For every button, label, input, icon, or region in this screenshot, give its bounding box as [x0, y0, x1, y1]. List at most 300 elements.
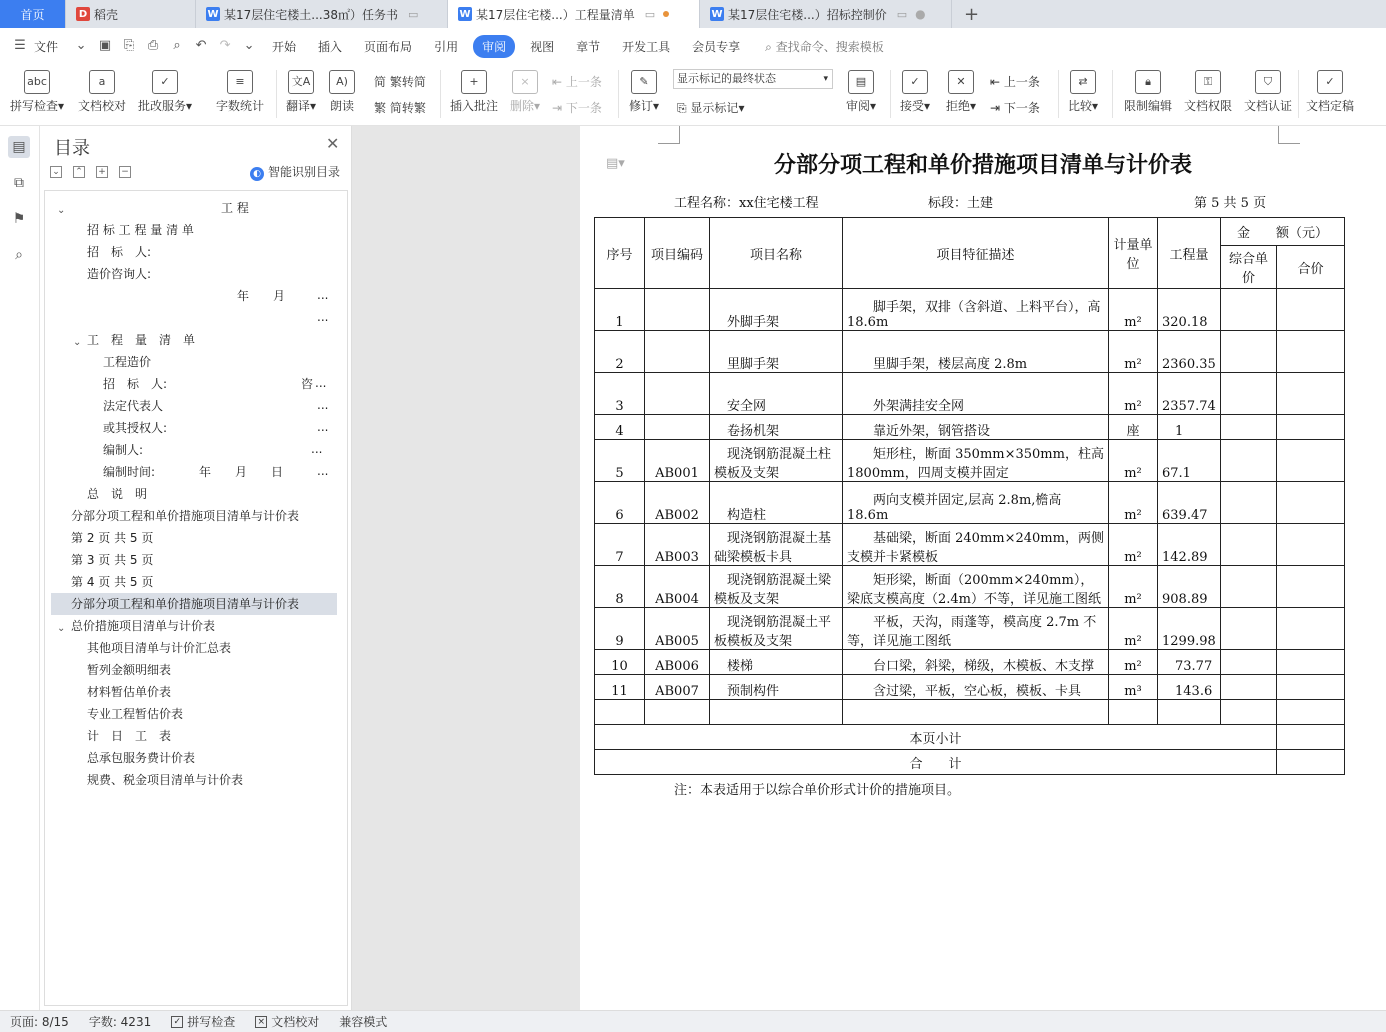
status-spell-label: 拼写检查: [187, 1015, 236, 1029]
toc-item[interactable]: 工程造价: [103, 355, 152, 369]
revise-label: 修订: [628, 99, 653, 113]
bill-table: [594, 217, 1345, 775]
trad-to-simp-button[interactable]: [374, 73, 426, 90]
menu-start[interactable]: 开始: [272, 39, 297, 54]
shield-icon: ⛉: [1255, 70, 1281, 94]
finalize-button[interactable]: [1302, 70, 1358, 114]
new-tab-icon[interactable]: +: [964, 3, 980, 25]
status-page[interactable]: 页面: 8/15: [10, 1015, 69, 1029]
toc-item[interactable]: 招 标 人:: [103, 377, 168, 391]
tab-bill-doc[interactable]: [448, 0, 700, 28]
cell-desc: 脚手架，双排（含斜道、上料平台），高 18.6m: [843, 289, 1109, 331]
compare-button[interactable]: ⇄ 比较▾: [1064, 70, 1102, 114]
cell-name: 构造柱: [710, 482, 843, 524]
ribbon-divider: [440, 70, 441, 118]
toc-item[interactable]: 第 2 页 共 5 页: [71, 531, 154, 545]
cell-name: 现浇钢筋混凝土柱模板及支架: [710, 440, 843, 482]
cell-desc: 平板，天沟，雨蓬等，模高度 2.7m 不等，详见施工图纸: [843, 608, 1109, 650]
cell-desc: 含过梁，平板，空心板，模板、卡具: [843, 675, 1109, 700]
redo-icon[interactable]: ↷: [219, 38, 231, 53]
cell-unit-price: [1221, 650, 1277, 675]
cell-seq: 4: [595, 415, 645, 440]
empty-cell: [710, 700, 843, 725]
menu-review[interactable]: 审阅: [473, 35, 515, 58]
word-doc-icon: W: [711, 8, 723, 20]
status-spell[interactable]: [161, 1013, 245, 1030]
daoke-icon: D: [76, 7, 90, 21]
cell-unit-price: [1221, 482, 1277, 524]
toc-item[interactable]: 其他项目清单与计价汇总表: [87, 641, 232, 655]
more-icon: ...: [317, 398, 329, 412]
toc-item[interactable]: 暂列金额明细表: [87, 663, 172, 677]
project-section: 标段：土建: [928, 196, 994, 211]
read-aloud-label: 朗读: [329, 99, 354, 113]
next-icon: ⇥: [990, 101, 1004, 115]
tab-task-doc[interactable]: [196, 0, 448, 28]
page-indicator: 第 5 共 5 页: [1194, 196, 1267, 211]
table-row: [595, 482, 1345, 524]
header-amount: 金 额（元）: [1221, 218, 1345, 246]
prev-comment-label: 上一条: [565, 75, 602, 89]
word-doc-icon: W: [459, 8, 471, 20]
reject-button[interactable]: ✕ 拒绝▾: [942, 70, 980, 114]
toc-item[interactable]: 年 月: [237, 289, 286, 303]
toc-item[interactable]: 法定代表人: [103, 399, 164, 413]
empty-cell: [843, 700, 1109, 725]
chevron-down-icon: ▾: [823, 74, 828, 84]
subtotal-label: 本页小计: [595, 725, 1277, 750]
menu-devtools[interactable]: 开发工具: [622, 39, 671, 54]
toc-item[interactable]: 工 程 量 清 单: [87, 333, 196, 347]
empty-cell: [1221, 700, 1277, 725]
menu-view[interactable]: 视图: [530, 39, 555, 54]
finalize-label: 文档定稿: [1305, 99, 1354, 113]
ribbon-divider: [276, 70, 277, 118]
cell-code: [645, 415, 710, 440]
empty-cell: [1158, 700, 1221, 725]
revise-button[interactable]: ✎ 修订▾: [624, 70, 664, 114]
display-mode-value: 显示标记的最终状态: [677, 72, 776, 85]
delete-comment-label: 删除: [509, 99, 534, 113]
document-title: 分部分项工程和单价措施项目清单与计价表: [773, 152, 1192, 178]
show-marks-label: 显示标记: [690, 101, 739, 115]
cell-seq: 8: [595, 566, 645, 608]
tab-home[interactable]: [0, 0, 66, 28]
cell-seq: 10: [595, 650, 645, 675]
cell-seq: 5: [595, 440, 645, 482]
cell-total: [1277, 608, 1345, 650]
comment-delete-icon: ×: [512, 70, 538, 94]
cell-unit-price: [1221, 373, 1277, 415]
more-icon[interactable]: ⌄: [243, 38, 255, 53]
toc-item[interactable]: 材料暂估单价表: [87, 685, 172, 699]
cell-total: [1277, 331, 1345, 373]
review-pane-button[interactable]: ▤ 审阅▾: [842, 70, 880, 114]
header-qty: 工程量: [1158, 218, 1221, 289]
simp-to-trad-button[interactable]: [374, 99, 426, 116]
cell-code: AB004: [645, 566, 710, 608]
hamburger-icon[interactable]: ☰: [14, 38, 26, 53]
accept-button[interactable]: ✓ 接受▾: [896, 70, 934, 114]
cell-qty: 2360.35: [1158, 331, 1221, 373]
reject-icon: ✕: [948, 70, 974, 94]
prev-icon: ⇤: [552, 75, 566, 89]
status-bar: [0, 1010, 1386, 1032]
doc-permission-label: 文档权限: [1183, 99, 1232, 113]
more-icon: ...: [315, 376, 327, 390]
chevron-down-icon[interactable]: ⌄: [75, 38, 87, 53]
tab-control-price-label: 某17层住宅楼...）招标控制价: [728, 7, 887, 22]
table-row: [595, 373, 1345, 415]
prev-comment-button[interactable]: [552, 73, 602, 90]
restrict-edit-button[interactable]: [1120, 70, 1176, 114]
cell-unit: m²: [1109, 289, 1158, 331]
cell-desc: 台口梁，斜梁，梯级，木模板、木支撑: [843, 650, 1109, 675]
empty-cell: [595, 700, 645, 725]
table-note: 注：本表适用于以综合单价形式计价的措施项目。: [674, 783, 961, 798]
batch-service-icon: ✓: [152, 70, 178, 94]
command-search-label: 查找命令、搜索模板: [775, 39, 884, 54]
toc-item[interactable]: 或其授权人:: [103, 421, 168, 435]
table-row: [595, 415, 1345, 440]
prev-change-button[interactable]: [990, 73, 1040, 90]
doc-cert-button[interactable]: [1240, 70, 1296, 114]
toc-panel-icon[interactable]: ▤: [8, 136, 30, 158]
empty-cell: [645, 700, 710, 725]
header-desc: 项目特征描述: [843, 218, 1109, 289]
cell-name: 楼梯: [710, 650, 843, 675]
toc-item[interactable]: 规费、税金项目清单与计价表: [87, 773, 244, 787]
monitor-icon: ▭: [644, 7, 656, 21]
table-row: [595, 650, 1345, 675]
checkbox-icon: ✓: [171, 1016, 183, 1028]
toc-item[interactable]: 编制人:: [103, 443, 144, 457]
cell-qty: 1299.98: [1158, 608, 1221, 650]
toc-item-selected[interactable]: 分部分项工程和单价措施项目清单与计价表: [51, 593, 337, 615]
cell-unit-price: [1221, 675, 1277, 700]
cell-total: [1277, 373, 1345, 415]
save-icon[interactable]: ▣: [98, 38, 112, 53]
add-level-icon[interactable]: +: [96, 166, 108, 178]
smart-toc-icon: ◐: [250, 167, 264, 181]
read-aloud-icon: A): [329, 70, 355, 94]
toc-item[interactable]: 第 3 页 共 5 页: [71, 553, 154, 567]
close-icon[interactable]: ✕: [326, 134, 340, 153]
export-icon[interactable]: ⎘: [123, 38, 135, 53]
show-marks-button[interactable]: ⎘ 显示标记▾: [677, 101, 745, 115]
menu-insert[interactable]: 插入: [318, 39, 343, 54]
cell-seq: 2: [595, 331, 645, 373]
toc-title: 目录: [54, 138, 90, 159]
doc-proof-label: 文档校对: [77, 99, 126, 113]
subtotal-value: [1277, 725, 1345, 750]
tab-bill-doc-label: 某17层住宅楼...）工程量清单: [476, 7, 635, 22]
cell-unit: m²: [1109, 524, 1158, 566]
status-proof[interactable]: [245, 1013, 329, 1030]
ribbon-divider: [890, 70, 891, 118]
cell-unit: m²: [1109, 566, 1158, 608]
translate-label: 翻译: [285, 99, 310, 113]
next-comment-label: 下一条: [565, 101, 602, 115]
tab-control-price[interactable]: [700, 0, 952, 28]
document-canvas[interactable]: [352, 126, 1386, 1010]
cell-total: [1277, 650, 1345, 675]
navigation-icon[interactable]: ⧉: [14, 175, 24, 191]
table-row: [595, 331, 1345, 373]
total-value: [1277, 750, 1345, 775]
cell-total: [1277, 482, 1345, 524]
toc-item[interactable]: 招 标 工 程 量 清 单: [87, 223, 194, 237]
cell-code: [645, 289, 710, 331]
compare-label: 比较: [1067, 99, 1092, 113]
cell-total: [1277, 675, 1345, 700]
cell-name: 里脚手架: [710, 331, 843, 373]
cell-unit-price: [1221, 440, 1277, 482]
table-row: [595, 524, 1345, 566]
restrict-edit-label: 限制编辑: [1123, 99, 1172, 113]
ribbon-divider: [618, 70, 619, 118]
finalize-icon: ✓: [1317, 70, 1343, 94]
toc-item[interactable]: 第 4 页 共 5 页: [71, 575, 154, 589]
search-icon: ⌕: [765, 39, 776, 54]
close-tab-icon[interactable]: ●: [915, 7, 926, 21]
cell-unit: m²: [1109, 650, 1158, 675]
translate-button[interactable]: 文A 翻译▾: [282, 70, 320, 114]
cell-name: 安全网: [710, 373, 843, 415]
cell-total: [1277, 566, 1345, 608]
cell-seq: 3: [595, 373, 645, 415]
trad-to-simp-label: 繁转简: [389, 75, 426, 89]
delete-comment-button[interactable]: × 删除▾: [506, 70, 544, 114]
spell-check-label: 拼写检查: [9, 99, 58, 113]
cell-qty: 143.6: [1158, 675, 1221, 700]
cell-code: [645, 373, 710, 415]
toc-item[interactable]: 咨: [301, 377, 314, 391]
lock-icon: 🔒︎: [1135, 70, 1161, 94]
menu-layout[interactable]: 页面布局: [364, 39, 413, 54]
table-row: [595, 700, 1345, 725]
prev-icon: ⇤: [990, 75, 1004, 89]
menu-member[interactable]: 会员专享: [692, 39, 741, 54]
revise-icon: ✎: [631, 70, 657, 94]
left-icon-strip: [0, 126, 40, 1010]
tab-bar: [0, 0, 1386, 28]
command-search[interactable]: [765, 38, 884, 55]
accept-icon: ✓: [902, 70, 928, 94]
chevron-down-icon[interactable]: ⌄: [73, 337, 82, 348]
cell-qty: 1: [1158, 415, 1221, 440]
header-name: 项目名称: [710, 218, 843, 289]
cell-desc: 矩形柱，断面 350mm×350mm，柱高 1800mm，四周支模并固定: [843, 440, 1109, 482]
comment-plus-icon: +: [461, 70, 487, 94]
ribbon-divider: [1112, 70, 1113, 118]
empty-cell: [1109, 700, 1158, 725]
bookmark-icon[interactable]: ⚑: [12, 211, 26, 227]
toc-item[interactable]: 计 日 工 表: [87, 729, 172, 743]
toc-item[interactable]: 编制时间:: [103, 465, 156, 479]
cell-qty: 67.1: [1158, 440, 1221, 482]
cell-unit: 座: [1109, 415, 1158, 440]
word-count-button[interactable]: [212, 70, 268, 114]
cell-code: [645, 331, 710, 373]
cell-qty: 142.89: [1158, 524, 1221, 566]
monitor-icon: ▭: [896, 7, 908, 21]
cell-qty: 908.89: [1158, 566, 1221, 608]
toc-item[interactable]: 总承包服务费计价表: [87, 751, 196, 765]
smart-toc-label: 智能识别目录: [268, 165, 341, 179]
cell-name: 预制构件: [710, 675, 843, 700]
status-words[interactable]: 字数: 4231: [88, 1015, 152, 1029]
toc-item[interactable]: 总 说 明: [87, 487, 148, 501]
doc-cert-label: 文档认证: [1243, 99, 1292, 113]
insert-comment-button[interactable]: [448, 70, 500, 114]
cell-desc: 矩形梁，断面（200mm×240mm），梁底支模高度（2.4m）不等，详见施工图纸: [843, 566, 1109, 608]
print-preview-icon[interactable]: ⌕: [173, 38, 181, 53]
cell-desc: 外架满挂安全网: [843, 373, 1109, 415]
more-icon: ...: [311, 442, 323, 456]
batch-service-label: 批改服务: [137, 99, 186, 113]
cell-name: 现浇钢筋混凝土基础梁模板卡具: [710, 524, 843, 566]
cell-unit-price: [1221, 566, 1277, 608]
menu-file[interactable]: 文件: [34, 39, 59, 54]
cell-code: AB005: [645, 608, 710, 650]
cell-total: [1277, 289, 1345, 331]
tab-task-doc-label: 某17层住宅楼土...38㎡）任务书: [224, 7, 398, 22]
menu-bar: [0, 28, 1386, 64]
toc-item[interactable]: 招 标 人:: [87, 245, 152, 259]
next-comment-button[interactable]: [552, 99, 602, 116]
page-corner-mark: [1278, 126, 1300, 144]
chevron-down-icon[interactable]: ⌄: [57, 623, 66, 634]
page-corner-mark: [658, 126, 680, 144]
cell-unit: m²: [1109, 373, 1158, 415]
cell-name: 现浇钢筋混凝土平板模板及支架: [710, 608, 843, 650]
toc-panel: [40, 126, 352, 1010]
show-marks-icon: ⎘: [677, 101, 691, 115]
expand-up-icon[interactable]: ⌃: [73, 166, 85, 178]
doc-proof-button[interactable]: [74, 70, 130, 114]
cell-seq: 6: [595, 482, 645, 524]
more-icon: ...: [317, 310, 329, 324]
ribbon-divider: [1298, 70, 1299, 118]
permission-icon: ⚿: [1195, 70, 1221, 94]
undo-icon[interactable]: ↶: [195, 38, 207, 53]
unsaved-dot-icon: [663, 11, 669, 17]
smart-toc-button[interactable]: [250, 163, 340, 181]
document-page[interactable]: [580, 126, 1386, 1010]
tab-daoke[interactable]: [66, 0, 196, 28]
toc-item[interactable]: 总价措施项目清单与计价表: [71, 619, 216, 633]
cell-desc: 里脚手架，楼层高度 2.8m: [843, 331, 1109, 373]
menu-chapter[interactable]: 章节: [576, 39, 601, 54]
total-row: [595, 750, 1345, 775]
checkbox-icon: ×: [255, 1016, 267, 1028]
cell-unit: m³: [1109, 675, 1158, 700]
cell-desc: 两向支模并固定,层高 2.8m,檐高 18.6m: [843, 482, 1109, 524]
cell-total: [1277, 415, 1345, 440]
review-ribbon: [0, 64, 1386, 126]
insert-comment-label: 插入批注: [449, 99, 498, 113]
cell-name: 卷扬机架: [710, 415, 843, 440]
toc-item[interactable]: 年 月 日: [199, 465, 284, 479]
simp-to-trad-label: 简转繁: [389, 101, 426, 115]
header-unit: 计量单位: [1109, 218, 1158, 289]
cell-unit: m²: [1109, 331, 1158, 373]
status-proof-label: 文档校对: [271, 1015, 320, 1029]
batch-service-button[interactable]: ✓ 批改服务▾: [134, 70, 196, 114]
more-icon: ...: [317, 288, 329, 302]
collapse-all-icon[interactable]: ⌄: [50, 166, 62, 178]
cell-code: AB007: [645, 675, 710, 700]
toc-item[interactable]: 分部分项工程和单价措施项目清单与计价表: [71, 509, 300, 523]
cell-seq: 7: [595, 524, 645, 566]
toc-item[interactable]: 专业工程暂估价表: [87, 707, 184, 721]
bill-rows: [595, 289, 1345, 700]
compare-icon: ⇄: [1070, 70, 1096, 94]
menu-reference[interactable]: 引用: [434, 39, 459, 54]
display-mode-select[interactable]: [673, 69, 833, 89]
word-doc-icon: W: [207, 8, 219, 20]
ribbon-divider: [1058, 70, 1059, 118]
tab-daoke-label: 稻壳: [94, 7, 119, 22]
header-unit-price: 综合单价: [1221, 246, 1277, 289]
cell-unit: m²: [1109, 440, 1158, 482]
toc-item[interactable]: 工 程: [221, 201, 249, 215]
empty-cell: [1277, 700, 1345, 725]
header-seq: 序号: [595, 218, 645, 289]
page-layout-icon[interactable]: ▤▾: [606, 156, 625, 171]
cell-code: AB006: [645, 650, 710, 675]
print-icon[interactable]: ⎙: [147, 38, 159, 53]
cell-name: 外脚手架: [710, 289, 843, 331]
cell-unit-price: [1221, 331, 1277, 373]
cell-total: [1277, 524, 1345, 566]
cell-code: AB002: [645, 482, 710, 524]
cell-qty: 320.18: [1158, 289, 1221, 331]
cell-unit-price: [1221, 415, 1277, 440]
spell-check-button[interactable]: abc 拼写检查▾: [6, 70, 68, 114]
chevron-down-icon[interactable]: ⌄: [57, 205, 66, 216]
remove-level-icon[interactable]: −: [119, 166, 131, 178]
review-pane-label: 审阅: [845, 99, 870, 113]
word-count-icon: ≡: [227, 70, 253, 94]
cell-unit: m²: [1109, 482, 1158, 524]
cell-desc: 靠近外架，钢管搭设: [843, 415, 1109, 440]
next-change-button[interactable]: [990, 99, 1040, 116]
cell-seq: 11: [595, 675, 645, 700]
search-icon[interactable]: ⌕: [15, 247, 23, 263]
cell-unit-price: [1221, 289, 1277, 331]
cell-code: AB003: [645, 524, 710, 566]
toc-list: [44, 190, 348, 1006]
header-total: 合价: [1277, 246, 1345, 289]
total-label: 合 计: [595, 750, 1277, 775]
table-row: [595, 608, 1345, 650]
cell-code: AB001: [645, 440, 710, 482]
monitor-icon: ▭: [407, 7, 419, 21]
cell-name: 现浇钢筋混凝土梁模板及支架: [710, 566, 843, 608]
cell-seq: 1: [595, 289, 645, 331]
accept-label: 接受: [899, 99, 924, 113]
read-aloud-button[interactable]: [326, 70, 358, 114]
toc-item[interactable]: 造价咨询人:: [87, 267, 152, 281]
cell-qty: 2357.74: [1158, 373, 1221, 415]
doc-proof-icon: a: [89, 70, 115, 94]
cell-total: [1277, 440, 1345, 482]
doc-permission-button[interactable]: [1180, 70, 1236, 114]
cell-unit-price: [1221, 524, 1277, 566]
subtotal-row: [595, 725, 1345, 750]
